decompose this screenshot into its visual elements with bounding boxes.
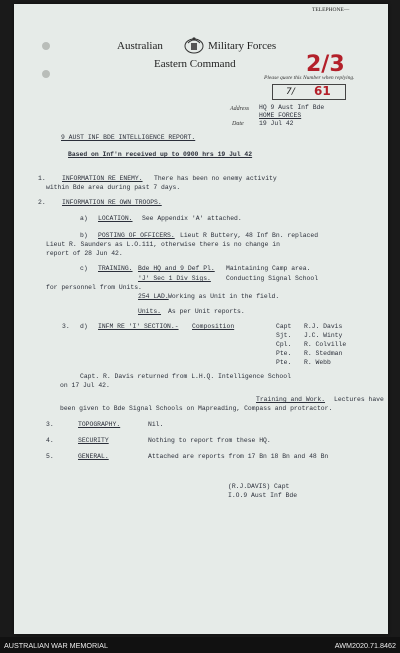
subsection-b-text: Lieut R Buttery, 48 Inf Bn. replaced <box>180 232 319 239</box>
security-number: 4. <box>46 437 54 444</box>
section-1-heading: INFORMATION RE ENEMY. <box>62 175 143 182</box>
security-text: Nothing to report from these HQ. <box>148 437 271 444</box>
topography-heading: TOPOGRAPHY. <box>78 421 121 428</box>
section-1-text: There has been no enemy activity <box>154 175 277 182</box>
section-1-text-cont: within Bde area during past 7 days. <box>46 184 181 191</box>
personnel-rank: Sjt. <box>276 332 292 339</box>
subsection-a-label: a) <box>80 215 88 222</box>
archive-footer <box>0 637 400 653</box>
subsection-d-heading: INFM RE 'I' SECTION.- <box>98 323 179 330</box>
training-unit-2-text: Conducting Signal School <box>226 275 319 282</box>
telephone-label: TELEPHONE— <box>312 7 350 13</box>
quote-note: Please quote this Number when replying. <box>264 75 355 81</box>
org-right: Military Forces <box>208 40 277 52</box>
subsection-b-text-cont: Lieut R. Saunders as L.O.111, otherwise there is no change in <box>46 241 280 248</box>
training-unit-3-text: Working as Unit in the field. <box>168 293 280 300</box>
training-unit-1: Bde HQ and 9 Def Pl. <box>138 265 215 272</box>
training-work-heading: Training and Work. <box>256 396 326 403</box>
date-value: 19 Jul 42 <box>259 120 294 127</box>
composition-label: Composition <box>192 323 235 330</box>
date-label: Date <box>232 121 244 127</box>
topography-number: 3. <box>46 421 54 428</box>
security-heading: SECURITY <box>78 437 109 444</box>
archive-name: AUSTRALIAN WAR MEMORIAL <box>4 641 108 650</box>
subsection-c-heading: TRAINING. <box>98 265 133 272</box>
subsection-b-heading: POSTING OF OFFICERS. <box>98 232 175 239</box>
personnel-name: R. Colville <box>304 341 347 348</box>
personnel-name: J.C. Winty <box>304 332 343 339</box>
punch-hole <box>42 70 50 78</box>
coat-of-arms-icon <box>182 35 206 60</box>
personnel-rank: Capt <box>276 323 292 330</box>
document-page <box>14 4 388 634</box>
subsection-b-label: b) <box>80 232 88 239</box>
section-2-heading: INFORMATION RE OWN TROOPS. <box>62 199 162 206</box>
capt-return-text: Capt. R. Davis returned from L.H.Q. Intelligence School <box>80 373 291 380</box>
capt-return-date: on 17 Jul 42. <box>60 382 110 389</box>
training-unit-1-text: Maintaining Camp area. <box>226 265 311 272</box>
general-heading: GENERAL. <box>78 453 109 460</box>
report-title: 9 AUST INF BDE INTELLIGENCE REPORT. <box>61 134 196 141</box>
personnel-rank: Pte. <box>276 350 292 357</box>
command-name: Eastern Command <box>154 58 236 70</box>
training-work-text-cont: been given to Bde Signal Schools on Mapreading, Compass and protractor. <box>60 405 333 412</box>
personnel-rank: Cpl. <box>276 341 292 348</box>
signature-name: (R.J.DAVIS) Capt <box>228 483 290 490</box>
reference-box <box>272 84 346 100</box>
reference-prefix: 7/ <box>286 87 295 97</box>
personnel-name: R. Webb <box>304 359 331 366</box>
training-work-text: Lectures have <box>334 396 384 403</box>
address-line-2: HOME FORCES <box>259 112 302 119</box>
personnel-name: R. Stedman <box>304 350 343 357</box>
subsection-d-label: d) <box>80 323 88 330</box>
report-subtitle: Based on Inf'n received up to 0900 hrs 19 Jul 42 <box>68 151 253 158</box>
subsection-c-label: c) <box>80 265 88 272</box>
punch-hole <box>42 42 50 50</box>
subsection-a-text: See Appendix 'A' attached. <box>142 215 242 222</box>
archive-reference: AWM2020.71.8462 <box>334 641 396 650</box>
address-line-1: HQ 9 Aust Inf Bde <box>259 104 325 111</box>
training-unit-3: 254 LAD. <box>138 293 169 300</box>
training-unit-2-cont: for personnel from Units. <box>46 284 142 291</box>
training-unit-2: 'J' Sec 1 Div Sigs. <box>138 275 211 282</box>
training-unit-4-text: As per Unit reports. <box>168 308 245 315</box>
signature-title: I.O.9 Aust Inf Bde <box>228 492 298 499</box>
address-label: Address <box>230 106 250 112</box>
org-left: Australian <box>117 40 163 52</box>
section-1-number: 1. <box>38 175 46 182</box>
handwritten-fraction: 2/3 <box>306 52 345 77</box>
personnel-name: R.J. Davis <box>304 323 343 330</box>
section-2-number: 2. <box>38 199 46 206</box>
general-text: Attached are reports from 17 Bn 18 Bn and 48 Bn <box>148 453 329 460</box>
training-unit-4: Units. <box>138 308 162 315</box>
subsection-b-text-end: report of 28 Jun 42. <box>46 250 123 257</box>
reference-number: 61 <box>314 84 331 98</box>
personnel-rank: Pte. <box>276 359 292 366</box>
subsection-a-heading: LOCATION. <box>98 215 133 222</box>
topography-text: Nil. <box>148 421 164 428</box>
section-3-number: 3. <box>62 323 70 330</box>
general-number: 5. <box>46 453 54 460</box>
